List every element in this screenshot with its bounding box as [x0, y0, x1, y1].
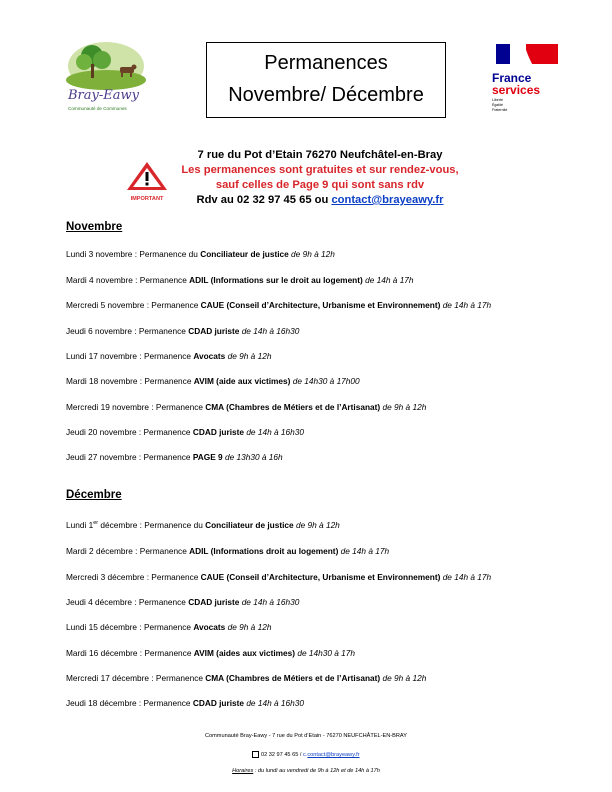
list-item: Lundi 15 décembre : Permanence Avocats de 9h à 12h	[66, 622, 272, 632]
info-block	[140, 148, 500, 208]
title-box	[206, 42, 446, 118]
logo-subtitle: Communauté de Communes	[68, 106, 127, 111]
list-item: Mardi 18 novembre : Permanence AVIM (aide aux victimes) de 14h30 à 17h00	[66, 376, 360, 386]
rdv-phone: Rdv au 02 32 97 45 65 ou	[196, 194, 332, 206]
november-heading: Novembre	[66, 221, 123, 233]
list-item: Jeudi 27 novembre : Permanence PAGE 9 de 13h30 à 16h	[66, 452, 283, 462]
december-heading: Décembre	[66, 489, 122, 501]
hours-label: Horaires	[232, 768, 254, 774]
notice-line-1: Les permanences sont gratuites et sur rendez-vous,	[181, 164, 459, 176]
list-item: Mardi 16 décembre : Permanence AVIM (aides aux victimes) de 14h30 à 17h	[66, 648, 356, 658]
logo-services: services	[492, 83, 541, 97]
logo-name: Bray-Eawy	[68, 88, 139, 103]
rdv-line	[140, 193, 500, 208]
logo-france: France	[492, 71, 532, 85]
footer-email-link[interactable]: contact@brayeawy.fr	[307, 751, 360, 758]
list-item: Mercredi 17 décembre : Permanence CMA (Chambres de Métiers et de l’Artisanat) de 9h à 12h	[66, 673, 427, 683]
list-item: Jeudi 6 novembre : Permanence CDAD juriste de 14h à 16h30	[66, 326, 300, 336]
phone-icon	[252, 751, 259, 758]
motto-fraternite: Fraternité	[492, 108, 508, 112]
footer-address: Communauté Bray-Eawy - 7 rue du Pot d’Etain - 76270 NEUFCHÂTEL-EN-BRAY	[205, 733, 407, 739]
list-item: Jeudi 20 novembre : Permanence CDAD juriste de 14h à 16h30	[66, 427, 304, 437]
motto-liberte: Liberté	[492, 98, 503, 102]
list-item: Mercredi 5 novembre : Permanence CAUE (Conseil d’Architecture, Urbanisme et Environnement) de 14h à 17h	[66, 300, 492, 310]
list-item: Lundi 17 novembre : Permanence Avocats de 9h à 12h	[66, 351, 272, 361]
bray-eawy-logo	[62, 40, 158, 120]
list-item: Lundi 1er décembre : Permanence du Conciliateur de justice de 9h à 12h	[66, 520, 340, 530]
address: 7 rue du Pot d’Etain 76270 Neufchâtel-en-Bray	[197, 149, 443, 161]
list-item: Jeudi 18 décembre : Permanence CDAD juriste de 14h à 16h30	[66, 698, 304, 708]
list-item: Mardi 4 novembre : Permanence ADIL (Informations sur le droit au logement) de 14h à 17h	[66, 275, 414, 285]
list-item: Mercredi 19 novembre : Permanence CMA (Chambres de Métiers et de l’Artisanat) de 9h à 12h	[66, 402, 427, 412]
list-item: Mardi 2 décembre : Permanence ADIL (Informations droit au logement) de 14h à 17h	[66, 546, 390, 556]
footer-phone: 02 32 97 45 65 /	[260, 751, 303, 758]
notice-line-2: sauf celles de Page 9 qui sont sans rdv	[215, 179, 425, 191]
hours-text: : du lundi au vendredi de 9h à 12h et de 14h à 17h	[253, 768, 380, 774]
footer-hours	[0, 768, 612, 774]
motto-egalite: Égalité	[492, 103, 503, 107]
marianne-icon	[492, 44, 558, 66]
footer-email-prefix: c.	[302, 751, 308, 758]
title-line-1: Permanences	[264, 52, 388, 74]
title-line-2: Novembre/ Décembre	[228, 84, 424, 106]
important-label: IMPORTANT	[130, 196, 164, 202]
email-link[interactable]: contact@brayeawy.fr	[331, 194, 444, 206]
list-item: Jeudi 4 décembre : Permanence CDAD juriste de 14h à 16h30	[66, 597, 300, 607]
france-services-logo	[492, 44, 558, 112]
footer-contact	[0, 751, 612, 758]
list-item: Lundi 3 novembre : Permanence du Conciliateur de justice de 9h à 12h	[66, 249, 335, 259]
list-item: Mercredi 3 décembre : Permanence CAUE (Conseil d’Architecture, Urbanisme et Environnement) de 14h à 17h	[66, 572, 492, 582]
